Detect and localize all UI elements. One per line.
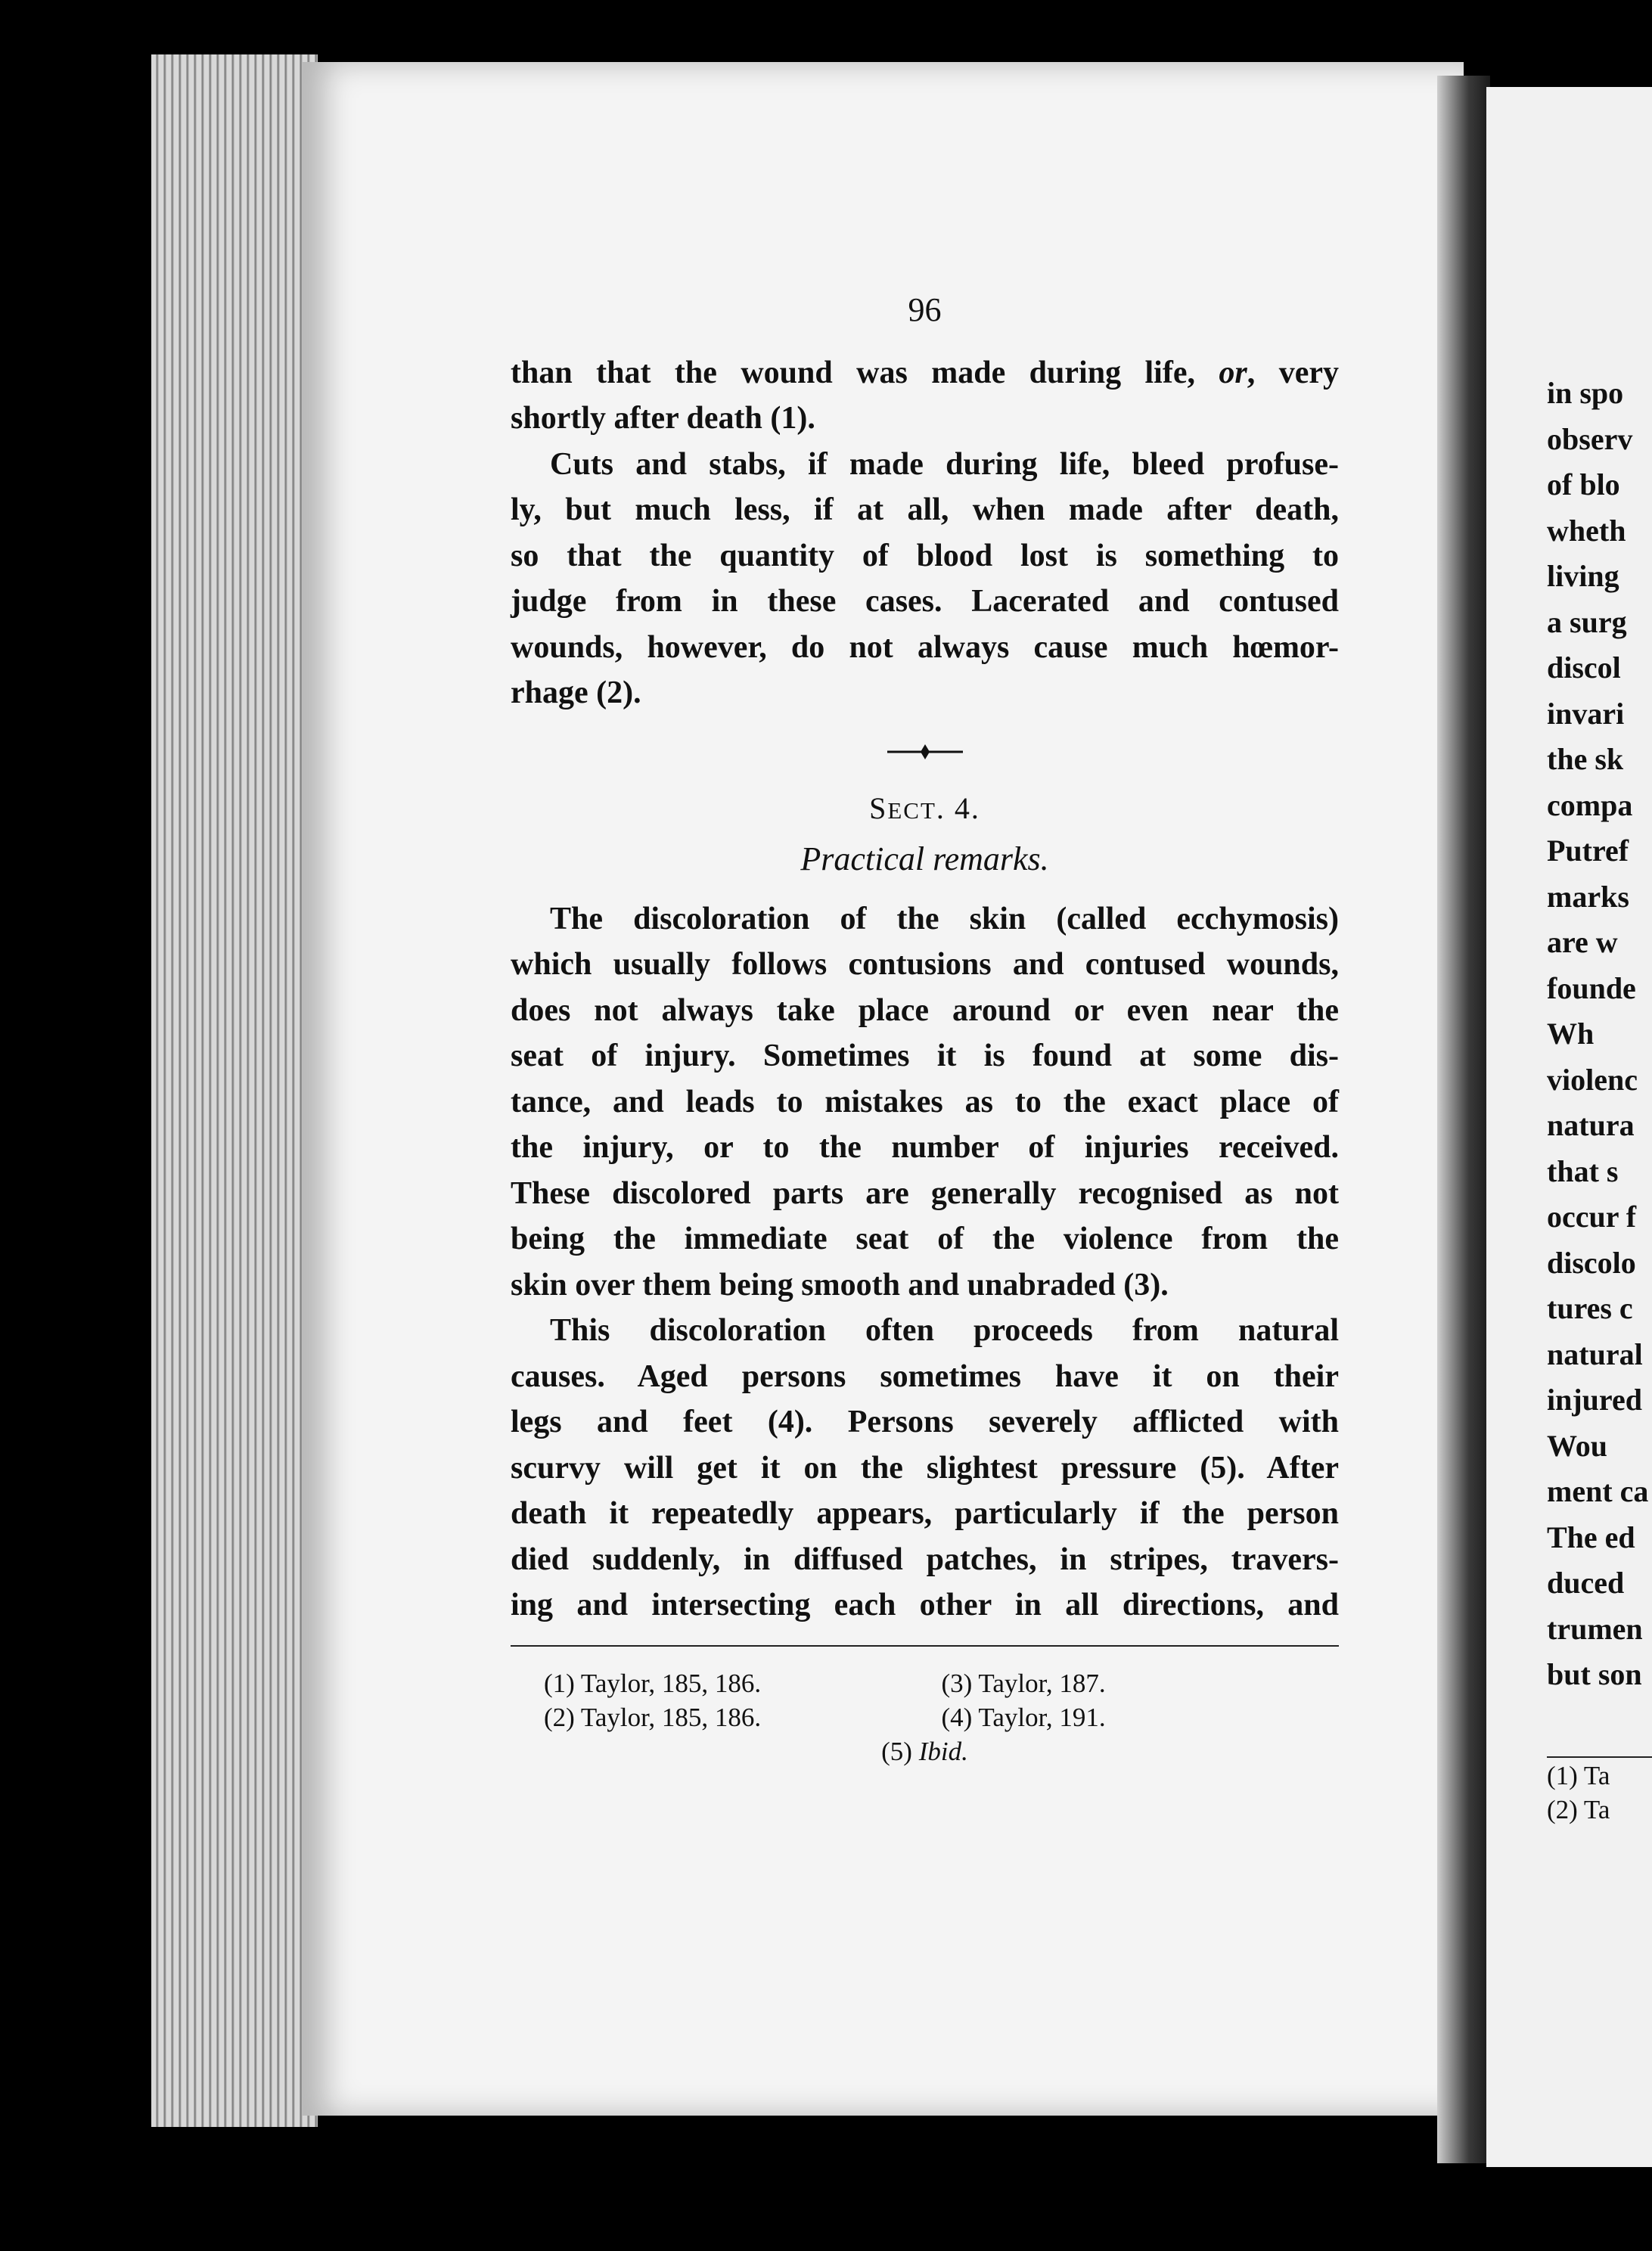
paragraph-line: scurvy will get it on the slightest pressure (5). After (511, 1450, 1339, 1486)
paragraph-line: being the immediate seat of the violence from the (511, 1222, 1339, 1256)
section-title: Practical remarks. (800, 840, 1049, 877)
footnote-2: (2) Taylor, 185, 186. (544, 1702, 762, 1732)
footnote-row (511, 1666, 1339, 1700)
footnotes (511, 1666, 1339, 1768)
right-line: marks (1547, 879, 1629, 914)
right-line: tures c (1547, 1291, 1633, 1325)
section-ornament (511, 741, 1339, 763)
italic-or: or (1219, 355, 1247, 390)
footnote-3: (3) Taylor, 187. (941, 1668, 1106, 1698)
paragraph-line: legs and feet (4). Persons severely afflicted with (511, 1405, 1339, 1439)
paragraph-line (511, 350, 1339, 396)
paragraph-line: causes. Aged persons sometimes have it on their (511, 1358, 1339, 1394)
right-line: the sk (1547, 742, 1624, 776)
paragraph-line: so that the quantity of blood lost is something to (511, 538, 1339, 573)
paragraph-line: shortly after death (1). (511, 401, 815, 436)
paragraph-line: seat of injury. Sometimes it is found at some dis- (511, 1039, 1339, 1073)
right-line: wheth (1547, 513, 1626, 548)
right-line: that s (1547, 1153, 1619, 1188)
book-gutter (1437, 76, 1490, 2163)
right-line: Putref (1547, 834, 1629, 868)
section-heading (511, 786, 1339, 834)
right-line: injured (1547, 1383, 1642, 1417)
paragraph-line: skin over them being smooth and unabraded (3). (511, 1267, 1169, 1302)
paragraph-line: The discoloration of the skin (called ecchymosis) (550, 901, 1339, 936)
page-number: 96 (908, 291, 942, 328)
right-page-text (1547, 371, 1652, 1698)
paragraph-line: tance, and leads to mistakes as to the exact place of (511, 1084, 1339, 1119)
right-footnote: (2) Ta (1547, 1795, 1610, 1824)
footnote-rule (511, 1645, 1339, 1647)
right-line: discol (1547, 650, 1621, 685)
right-line: duced (1547, 1566, 1625, 1600)
right-line: ment ca (1547, 1474, 1649, 1508)
right-footnote-rule (1547, 1756, 1652, 1758)
right-line: a surg (1547, 604, 1627, 639)
paragraph-line: died suddenly, in diffused patches, in stripes, travers- (511, 1542, 1339, 1577)
section-smallcaps: ECT (887, 796, 936, 824)
right-line: living (1547, 559, 1619, 593)
diamond-rule-icon (887, 743, 963, 761)
paragraph-line: death it repeatedly appears, particularly if the person (511, 1496, 1339, 1531)
paragraph-line: the injury, or to the number of injuries received. (511, 1130, 1339, 1165)
paragraph-line: judge from in these cases. Lacerated and contused (511, 584, 1339, 619)
right-line: trumen (1547, 1611, 1643, 1646)
right-line: Wou (1547, 1428, 1608, 1463)
right-line: in spo (1547, 376, 1624, 410)
paragraph-line: Cuts and stabs, if made during life, bleed profuse- (550, 446, 1339, 482)
right-line: The ed (1547, 1520, 1635, 1554)
right-line: discolo (1547, 1245, 1636, 1280)
right-line: of blo (1547, 467, 1620, 501)
right-line: natura (1547, 1108, 1635, 1142)
paragraph-line: ly, but much less, if at all, when made after death, (511, 492, 1339, 527)
right-line: but son (1547, 1657, 1642, 1691)
right-line: occur f (1547, 1200, 1637, 1234)
left-page-content (511, 287, 1339, 1768)
right-line: invari (1547, 696, 1625, 731)
footnote-row (511, 1700, 1339, 1734)
paragraph-line: This discoloration often proceeds from natural (550, 1313, 1339, 1348)
paragraph-line: ing and intersecting each other in all directions, and (511, 1588, 1339, 1622)
right-line: founde (1547, 970, 1636, 1005)
book-page-edges (151, 54, 318, 2127)
footnote-5-ibid: Ibid. (918, 1736, 968, 1766)
paragraph-line: rhage (2). (511, 675, 641, 710)
right-line: compa (1547, 787, 1633, 822)
footnote-1: (1) Taylor, 185, 186. (544, 1668, 762, 1698)
section-number: . 4. (936, 790, 980, 825)
footnote-5-number: (5) (881, 1736, 919, 1766)
paragraph-line: which usually follows contusions and contused wounds, (511, 947, 1339, 982)
right-line: are w (1547, 925, 1618, 959)
paragraph-line: does not always take place around or even near the (511, 992, 1339, 1028)
right-line: Wh (1547, 1017, 1595, 1051)
paragraph-line: wounds, however, do not always cause much hœmor- (511, 629, 1339, 665)
footnote-4: (4) Taylor, 191. (941, 1702, 1106, 1732)
text-run: , very (1247, 355, 1339, 390)
text-run: than that the wound was made during life, (511, 355, 1219, 390)
right-footnotes (1547, 1759, 1652, 1827)
right-line: natural (1547, 1337, 1643, 1371)
footnote-5 (511, 1734, 1339, 1768)
paragraph-line: These discolored parts are generally recognised as not (511, 1175, 1339, 1211)
right-line: violenc (1547, 1062, 1638, 1097)
section-initial: S (869, 790, 888, 825)
right-line: observ (1547, 421, 1633, 456)
right-footnote: (1) Ta (1547, 1761, 1610, 1790)
